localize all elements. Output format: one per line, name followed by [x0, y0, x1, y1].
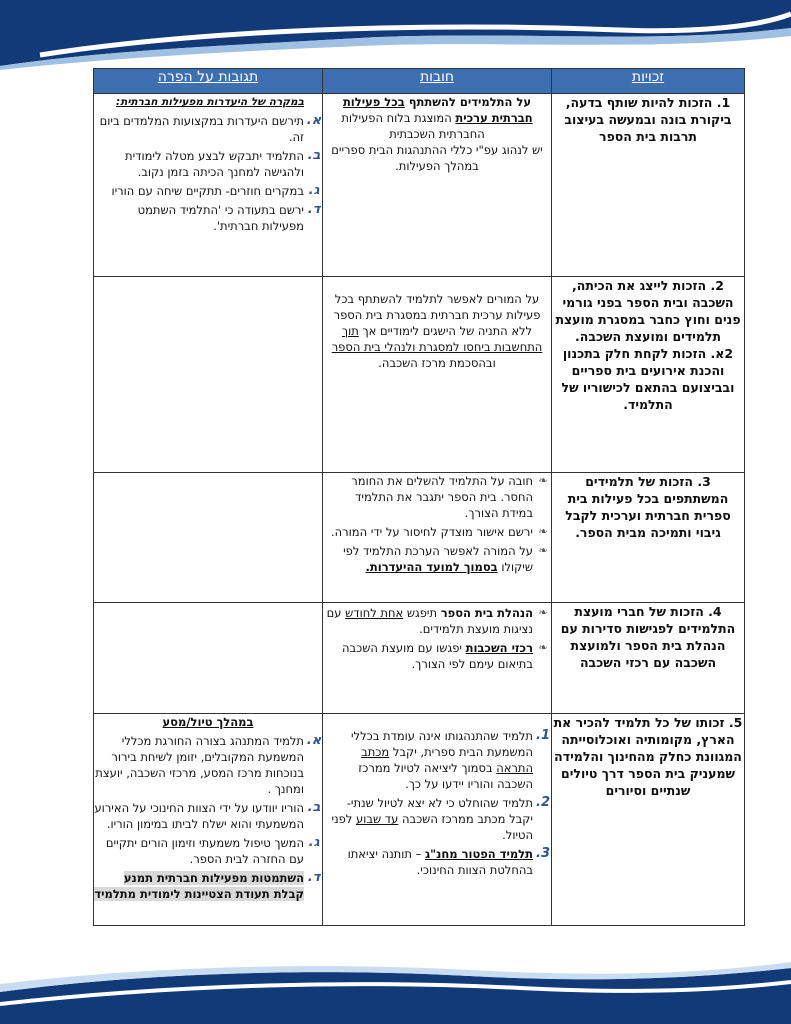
list-item: א. תלמיד המתנהג בצורה החורגת מכללי המשמעת המקובלים, יזומן לשיחת בירור בנוכחות מרכז המסע, מרכזי השכבה, יועצת ומחנך .	[95, 733, 322, 796]
leaf-bullet-icon: ❧	[538, 544, 548, 557]
rights-duties-table	[93, 68, 745, 926]
header-duties: חובות	[323, 69, 552, 94]
list-item: ❧ חובה על התלמיד להשלים את החומר החסר. בית הספר יתגבר את התלמיד במידת הצורך.	[351, 474, 548, 520]
header-responses: תגובות על הפרה	[94, 69, 323, 94]
duties-cell	[323, 714, 552, 926]
responses-cell	[94, 603, 323, 714]
top-wave-decoration	[0, 0, 791, 70]
header-rights: זכויות	[552, 69, 745, 94]
leaf-bullet-icon: ❧	[538, 525, 548, 538]
table-row	[94, 714, 745, 926]
list-item: ב. התלמיד יתבקש לבצע מטלה לימודית ולהגישה למחנך הכיתה בזמן נקוב.	[125, 148, 321, 179]
list-item: ❧ הנהלת בית הספר תיפגש אחת לחודש עם נציגות מועצת תלמידים.	[326, 606, 548, 636]
rights-cell: 2. הזכות לייצג את הכיתה, השכבה ובית הספר בפני גורמי פנים וחוץ כחבר במסגרת מועצת תלמידים ומועצת השכבה. 2א. הזכות לקחת חלק בתכנון והכנת אירועים בית ספריים ובביצועם בהתאם לכישוריו של התלמיד.	[552, 277, 745, 473]
rights-cell: 5. זכותו של כל תלמיד להכיר את הארץ, מקומותיה ואוכלוסייתה המגוונת כחלק מהחינוך והלמידה שמעניק בית הספר דרך טיולים שנתיים וסיורים	[552, 714, 745, 926]
list-item: ❧ על המורה לאפשר הערכת התלמיד לפי שיקולו בסמוך למועד ההיעדרות.	[343, 544, 548, 574]
rights-cell: 4. הזכות של חברי מועצת התלמידים לפגישות סדירות עם הנהלת בית הספר ולמועצת השכבה עם רכזי השכבה	[552, 603, 745, 714]
table-row	[94, 473, 745, 603]
leaf-bullet-icon: ❧	[538, 606, 548, 619]
leaf-bullet-icon: ❧	[538, 474, 548, 487]
rights-cell: 1. הזכות להיות שותף בדעה, ביקורת בונה ובמעשה בעיצוב תרבות בית הספר	[552, 94, 745, 277]
responses-cell	[94, 277, 323, 473]
list-item: ❧ רכזי השכבות יפגשו עם מועצת השכבה בתיאום עימם לפי הצורך.	[341, 641, 548, 671]
responses-cell	[94, 473, 323, 603]
duties-cell: על המורים לאפשר לתלמיד להשתתף בכל פעילות ערכית חברתית במסגרת בית הספר ללא התניה של הישגים לימודיים אך תוך התחשבות ביחסו למסגרת ולנהלי בית הספר ובהסכמת מרכז השכבה.	[323, 277, 552, 473]
list-item: ד. השתמטות מפעילות חברתית תמנע קבלת תעודת הצטיינות לימודית מתלמיד	[94, 870, 321, 901]
list-item: 2. תלמיד שהוחלט כי לא יצא לטיול שנתי- יקבל מכתב ממרכז השכבה עד שבוע לפני הטיול.	[331, 795, 550, 842]
responses-cell	[94, 94, 323, 277]
duties-cell	[323, 603, 552, 714]
list-item: ג. המשך טיפול משמעתי וזימון הורים יתקיים עם החזרה לבית הספר.	[105, 835, 320, 866]
responses-heading: במהלך טיול/מסע	[162, 715, 254, 729]
table-row	[94, 277, 745, 473]
list-item: ❧ ירשם אישור מוצדק לחיסור על ידי המורה.	[331, 525, 548, 539]
table-row	[94, 603, 745, 714]
responses-cell	[94, 714, 323, 926]
table-row	[94, 94, 745, 277]
list-item: ד. ירשם בתעודה כי 'התלמיד השתמט מפעילות חברתית'.	[137, 202, 321, 233]
list-item: ב. הוריו יוודעו על ידי הצוות החינוכי על האירוע המשמעתי והוא ישלח לביתו במימון הוריו.	[94, 800, 321, 831]
responses-heading: במקרה של היעדרות מפעילות חברתית:	[116, 96, 304, 108]
list-item: 1. תלמיד שהתנהגותו אינה עומדת בכללי המשמעת הבית ספרית, יקבל מכתב התראה בסמוך ליציאה לטיול ממרכז השכבה והוריו יידעו על כך.	[350, 728, 550, 791]
list-item: 3. תלמיד הפטור מחנ"ג – תותנה יציאתו בהחלטת הצוות החינוכי.	[347, 846, 550, 877]
bottom-wave-decoration	[0, 962, 791, 1024]
rights-cell: 3. הזכות של תלמידים המשתתפים בכל פעילות בית ספרית חברתית וערכית לקבל גיבוי ותמיכה מבית הספר.	[552, 473, 745, 603]
duties-cell	[323, 473, 552, 603]
leaf-bullet-icon: ❧	[538, 641, 548, 654]
list-item: ג. במקרים חוזרים- תתקיים שיחה עם הוריו	[111, 183, 320, 198]
duties-cell: על התלמידים להשתתף בכל פעילות חברתית ערכית המוצגת בלוח הפעילות החברתית השכבתית יש לנהוג עפ"י כללי ההתנהגות הבית ספריים במהלך הפעילות.	[323, 94, 552, 277]
list-item: א. תירשם היעדרות במקצועות המלמדים ביום זה.	[99, 113, 322, 144]
